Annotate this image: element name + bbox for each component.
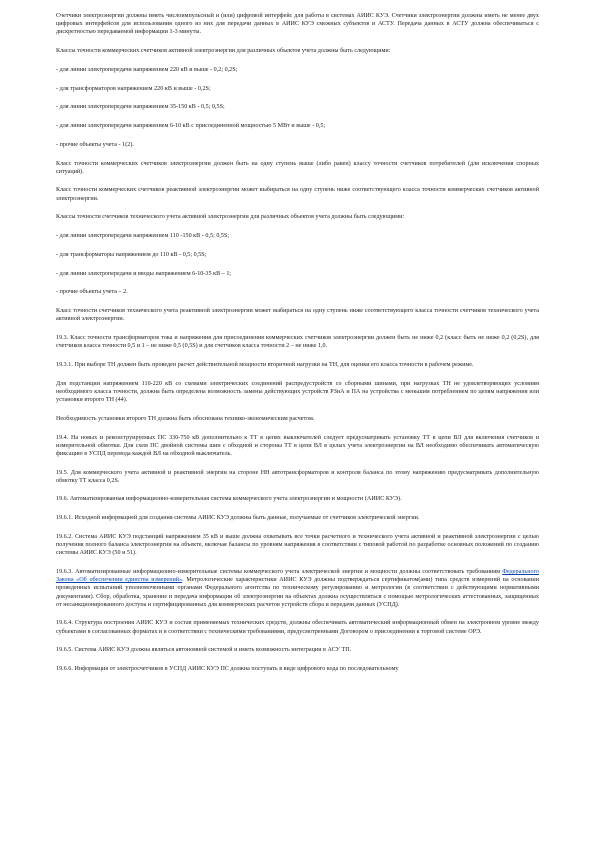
section-19-6-3-before: 19.6.3. Автоматизированные информационно-измерительные системы коммерческого учета электрической энергии и мощности должны соответствовать требованиям (56, 569, 503, 576)
section-19-5: 19.5. Для коммерческого учета активной и реактивной энергии на стороне НН автотрансформаторов и контроля баланса по этому напряжению предусматривать дополнительную обмотку ТТ класса 0,2S. (56, 469, 539, 484)
section-19-3: 19.3. Класс точности трансформаторов тока и напряжения для присоединения коммерческих счетчиков электроэнергии должен быть не ниже 0,2 (класс быть не ниже 0,2 (0,2S), для счетчиков класса точности 0,5 и 1 – не ниже 0,5 (0,5S) и для счетчиков класса точности 2 – не ниже 1,0. (56, 335, 539, 350)
paragraph-active-accuracy-intro: Классы точности коммерческих счетчиков активной электроэнергии для различных объектов учета должны быть следующими: (56, 48, 391, 55)
paragraph-technical-reactive: Класс точности счетчиков технического учета реактивной электроэнергии может выбираться на одну ступень ниже соответствующего класса точности счетчиков технического учета активной электроэнергии. (56, 308, 539, 323)
paragraph-substation-110-220kv: Для подстанции напряжением 110-220 кВ со схемами электрических соединений распредустройств со сборными шинами, при нагрузках ТН не удовлетворяющих условиям необходимого класса точности, должна быть определена возможность замены действующих устройств РЗиА и ПА на устройства с меньшим потреблением по цепям напряжения или установки второго ТН (44). (56, 380, 539, 403)
paragraph-technical-accuracy-intro: Классы точности счетчиков технического учета активной электроэнергии для различных объектов учета должны быть следующими: (56, 214, 405, 221)
list-item-35-150kv-lines: - для линии электропередачи напряжением 35-150 кВ - 0,5; 0,5S; (56, 104, 225, 111)
section-19-4: 19.4. На новых и реконструируемых ПС 330-750 кВ дополнительно к ТТ в цепях выключателей следует предусматривать установку ТТ в цепи ВЛ для включения счетчиков и измерительной обмотки. Для схем ПС двойной системы шин с обходной и стороны ТТ в цепи ВЛ в целых учета электроэнергии на ВЛ необходимо обеспечивать автоматическую фиксацию в УСПД перевода каждой ВЛ на обходной выключатель. (56, 434, 539, 457)
list-item-6-10kv-lines: - для линии электропередачи напряжением 6-10 кВ с присоединенной мощностью 5 МВт и выше - 0,5; (56, 123, 326, 130)
federal-law-link[interactable]: Федерального Закона «Об обеспечении единства измерений» (56, 569, 539, 584)
list-item-110-150kv-lines: - для линии электропередачи напряжением 110 -150 кВ - 0,5; 0,5S; (56, 233, 230, 240)
section-19-6-1: 19.6.1. Исходной информацией для создания системы АИИС КУЭ должны быть данные, получаемые от счетчиков электрической энергии. (56, 515, 420, 522)
section-19-6-3 (56, 568, 539, 609)
list-item-220kv-transformers: - для трансформаторов напряжением 220 кВ и выше - 0,2S; (56, 85, 211, 92)
section-19-6: 19.6. Автоматизированная информационно-измерительная система коммерческого учета электроэнергии и мощности (АИИС КУЭ). (56, 496, 402, 503)
list-item-6-35kv-inputs: - для линии электропередачи и вводы напряжением 6-10-35 кВ – 1; (56, 270, 232, 277)
list-item-110kv-transformers: - для трансформаторы напряжением до 110 кВ - 0,5; 0,5S; (56, 251, 207, 258)
list-item-other-objects: - прочие объекты учета - 1(2). (56, 141, 134, 148)
section-19-6-5: 19.6.5. Система АИИС КУЭ должна являться автономной системой и иметь возможность интеграции в АСУ ТП. (56, 647, 352, 654)
list-item-220kv-lines: - для линии электропередачи напряжением 220 кВ и выше - 0,2; 0,2S; (56, 66, 238, 73)
paragraph-accuracy-step: Класс точности коммерческих счетчиков электроэнергии должен быть на одну ступень выше (либо равен) классу точности счетчиков потребителей (для исключения спорных ситуаций). (56, 160, 539, 175)
section-19-6-3-after: . Метрологические характеристики АИИС КУЭ должны подтверждаться сертификатом(ами) типа средств измерений на основании проведенных испытаний уполномоченными органами Федерального агентства по техническому регулированию и метрологии (в соответствии с действующими нормативными документами). Сбор, обработка, хранение и передача информации об электроэнергии на объектах должна осуществляться с помощью метрологических аттестованных, защищенных от несанкционированного доступа и сертифицированных для коммерческих расчетов устройств сбора и передачи данных (УСПД). (56, 577, 539, 608)
list-item-other-objects-technical: - прочие объекты учета – 2. (56, 289, 128, 296)
section-19-6-6: 19.6.6. Информация от электросчетчиков в УСПД АИИС КУЭ ПС должна поступать в виде цифрового кода по последовательному (56, 666, 399, 673)
paragraph-meter-interfaces: Счетчики электроэнергии должны иметь числоимпульсный и (или) цифровой интерфейс для работы в системах АИИС КУЭ. Счетчики электроэнергии должны иметь не менее двух цифровых интерфейсов для использования одного из них для передачи данных в АИИС КУЭ смежных субъектов и АСТУ. Передача данных в АСТУ должна обеспечиваться с дискретностью передаваемой информации 1-3 минуты. (56, 13, 539, 36)
section-19-6-2: 19.6.2. Система АИИС КУЭ подстанций напряжением 35 кВ и выше должна охватывать все точки расчетного и технического учета активной и реактивной электроэнергии с целью получения полного баланса электроэнергии на объекте, включая балансы по уровням напряжения в соответствии с типовой работой по разработке основных положений по созданию системы АИИС КУЭ (50 и 51). (56, 533, 539, 557)
section-19-6-4: 19.6.4. Структура построения АИИС КУЭ и состав применяемых технических средств, должны обеспечивать автоматический информационный обмен на электронном уровне между субъектами в согласованных форматах и в соответствии с техническими требованиями, предусмотренными Договором о присоединении к торговой системе ОРЭ. (56, 620, 539, 635)
paragraph-second-vt: Необходимость установки второго ТН должна быть обоснована технико-экономическим расчетом. (56, 415, 315, 422)
paragraph-reactive-accuracy: Класс точности коммерческих счетчиков реактивной электроэнергии может выбираться на одну ступень ниже соответствующего класса точности коммерческих счетчиков активной электроэнергии. (56, 187, 539, 202)
section-19-3-1: 19.3.1. При выборе ТН должен быть проведен расчет действительной мощности вторичной нагрузки на ТН, для оценки его класса точности в рабочем режиме. (56, 361, 474, 368)
